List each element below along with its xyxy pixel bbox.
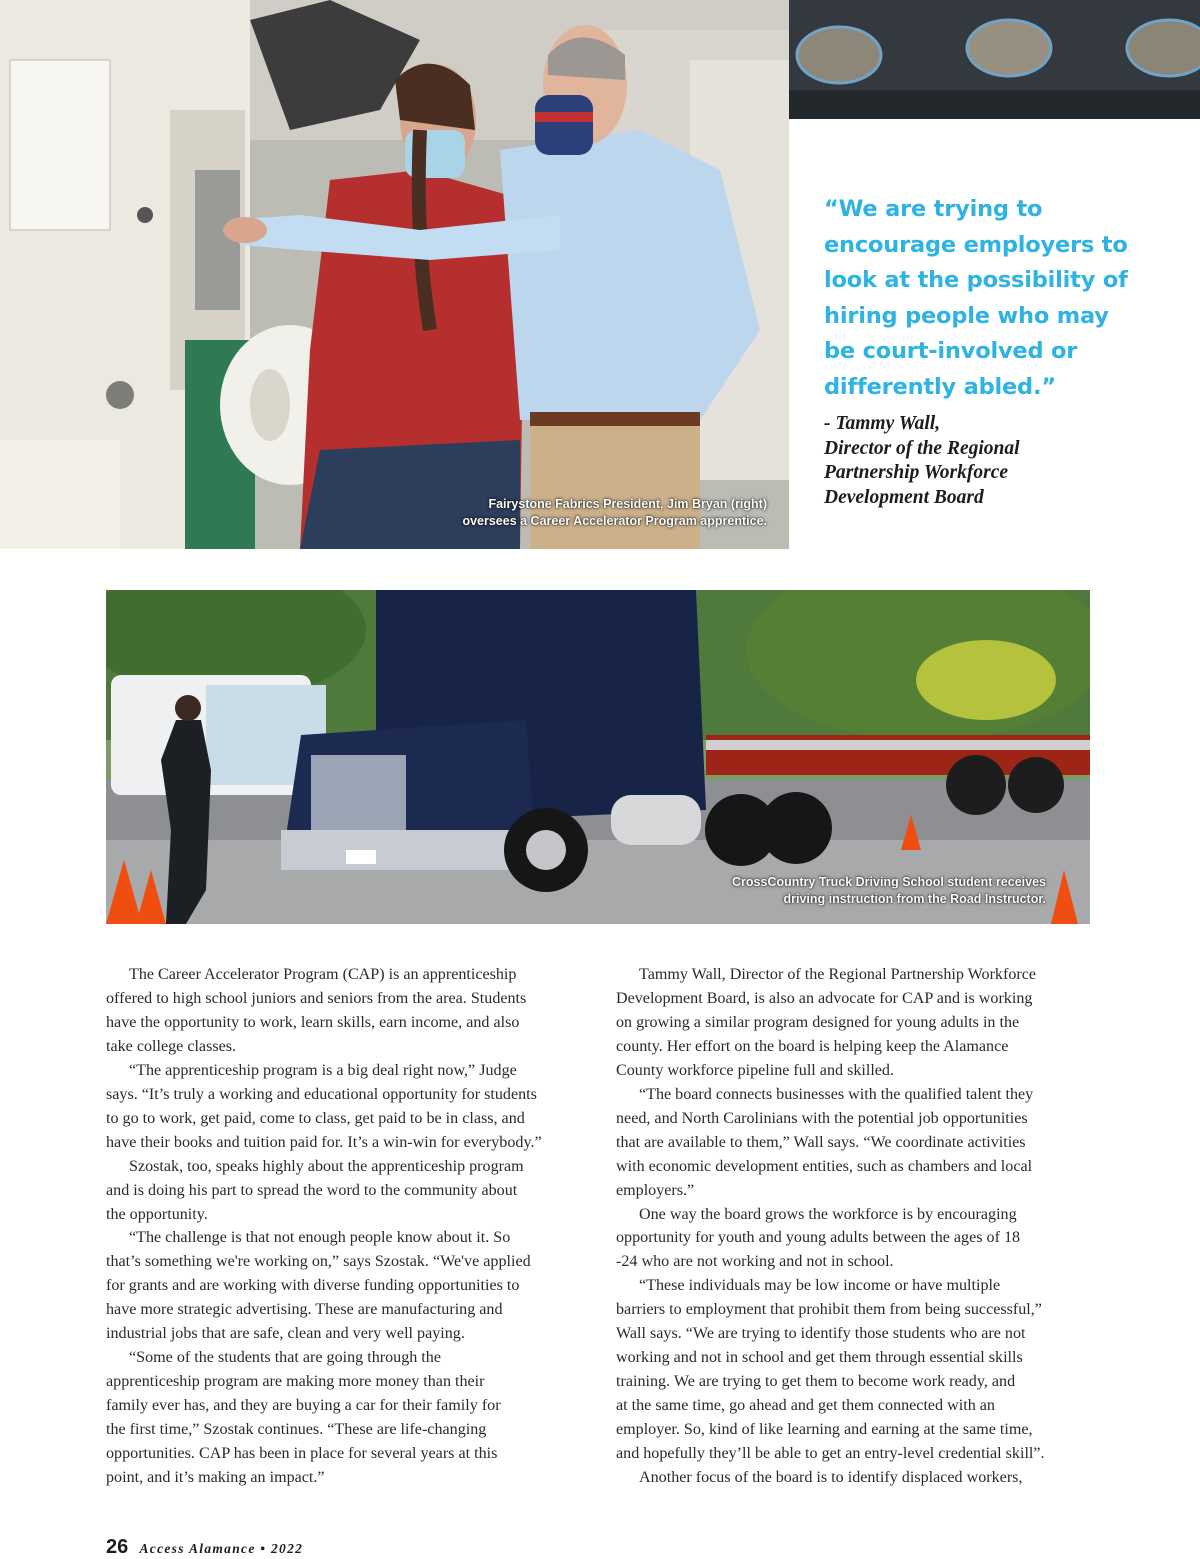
left-line: the first time,” Szostak continues. “These are life-changing <box>106 1421 487 1439</box>
left-line: have more strategic advertising. These are manufacturing and <box>106 1301 503 1319</box>
right-line: need, and North Carolinians with the potential job opportunities <box>616 1109 1028 1127</box>
top-caption-line-2: oversees a Career Accelerator Program apprentice. <box>462 514 767 528</box>
right-line: county. Her effort on the board is helping keep the Alamance <box>616 1037 1009 1055</box>
left-line: have the opportunity to work, learn skills, earn income, and also <box>106 1013 520 1031</box>
right-line: on growing a similar program designed for young adults in the <box>616 1013 1020 1031</box>
attribution-line-3: Partnership Workforce <box>824 462 1009 483</box>
fabric-texture-illustration <box>789 0 1200 119</box>
right-line: One way the board grows the workforce is by encouraging <box>639 1205 1017 1223</box>
left-line: apprenticeship program are making more money than their <box>106 1373 485 1391</box>
right-line: -24 who are not working and not in school. <box>616 1253 894 1271</box>
pull-quote-line-5: be court-involved or <box>824 338 1078 365</box>
truck-driving-school-photo <box>106 590 1090 924</box>
left-line: “The apprenticeship program is a big deal right now,” Judge <box>129 1061 517 1079</box>
pull-quote-line-1: “We are trying to <box>824 196 1043 222</box>
truck-caption-line-2: driving instruction from the Road Instructor. <box>783 892 1046 906</box>
right-line: training. We are trying to get them to become work ready, and <box>616 1373 1016 1391</box>
right-line: and hopefully they’ll be able to get an entry-level credential skill”. <box>616 1445 1045 1463</box>
truck-photo-caption <box>616 874 1046 908</box>
left-line: to go to work, get paid, come to class, get paid to be in class, and <box>106 1109 525 1127</box>
right-line: “These individuals may be low income or have multiple <box>639 1277 1001 1295</box>
left-line: take college classes. <box>106 1037 237 1055</box>
right-line: barriers to employment that prohibit them from being successful,” <box>616 1301 1042 1319</box>
pull-quote-line-2: encourage employers to <box>824 231 1128 258</box>
page-footer <box>106 1536 303 1558</box>
left-line: offered to high school juniors and seniors from the area. Students <box>106 989 527 1007</box>
attribution-line-2: Director of the Regional <box>824 437 1020 459</box>
left-line: point, and it’s making an impact.” <box>106 1469 325 1487</box>
right-line: at the same time, go ahead and get them connected with an <box>616 1397 995 1415</box>
right-line: Development Board, is also an advocate for CAP and is working <box>616 989 1033 1007</box>
right-line: working and not in school and get them through essential skills <box>616 1349 1023 1367</box>
left-line: “Some of the students that are going through the <box>129 1349 441 1367</box>
left-line: for grants and are working with diverse funding opportunities to <box>106 1277 520 1295</box>
left-line: the opportunity. <box>106 1205 208 1223</box>
right-line: employer. So, kind of like learning and earning at the same time, <box>616 1421 1033 1439</box>
top-photo-caption <box>347 496 767 530</box>
left-line: have their books and tuition paid for. It’s a win-win for everybody.” <box>106 1133 542 1151</box>
left-line: opportunities. CAP has been in place for several years at this <box>106 1445 498 1463</box>
pull-quote-line-4: hiring people who may <box>824 302 1109 329</box>
left-line: that’s something we're working on,” says Szostak. “We've applied <box>106 1253 531 1271</box>
right-line: with economic development entities, such as chambers and local <box>616 1157 1033 1175</box>
left-line: family ever has, and they are buying a car for their family for <box>106 1397 501 1415</box>
pull-quote-attribution <box>824 412 1154 510</box>
attribution-line-1: - Tammy Wall, <box>824 413 941 434</box>
truck-caption-line-1: CrossCountry Truck Driving School student receives <box>732 875 1046 889</box>
left-line: says. “It’s truly a working and educational opportunity for students <box>106 1085 537 1103</box>
right-line: Tammy Wall, Director of the Regional Partnership Workforce <box>639 966 1037 983</box>
factory-photo-illustration <box>0 0 789 549</box>
right-line: employers.” <box>616 1181 695 1199</box>
fabric-texture-photo <box>789 0 1200 119</box>
left-line: The Career Accelerator Program (CAP) is an apprenticeship <box>129 966 517 983</box>
right-line: Wall says. “We are trying to identify those students who are not <box>616 1325 1026 1343</box>
right-line: Another focus of the board is to identify displaced workers, <box>639 1469 1023 1487</box>
left-line: “The challenge is that not enough people know about it. So <box>129 1229 511 1247</box>
right-line: opportunity for youth and young adults between the ages of 18 <box>616 1229 1021 1247</box>
page-number: 26 <box>106 1536 129 1558</box>
article-column-left <box>106 963 578 1490</box>
pull-quote-line-6: differently abled.” <box>824 373 1056 400</box>
top-caption-line-1: Fairystone Fabrics President, Jim Bryan (right) <box>488 497 767 511</box>
left-line: Szostak, too, speaks highly about the apprenticeship program <box>129 1157 524 1175</box>
pull-quote-line-3: look at the possibility of <box>824 267 1128 294</box>
right-line: “The board connects businesses with the qualified talent they <box>639 1085 1034 1103</box>
attribution-line-4: Development Board <box>824 486 984 508</box>
right-line: that are available to them,” Wall says. “We coordinate activities <box>616 1133 1026 1151</box>
factory-apprentice-photo <box>0 0 789 549</box>
left-line: industrial jobs that are safe, clean and very well paying. <box>106 1325 465 1343</box>
article-column-right <box>616 963 1096 1490</box>
pull-quote <box>824 192 1144 406</box>
publication-name: Access Alamance • 2022 <box>139 1541 304 1556</box>
left-line: and is doing his part to spread the word to the community about <box>106 1181 518 1199</box>
right-line: County workforce pipeline full and skilled. <box>616 1061 895 1079</box>
